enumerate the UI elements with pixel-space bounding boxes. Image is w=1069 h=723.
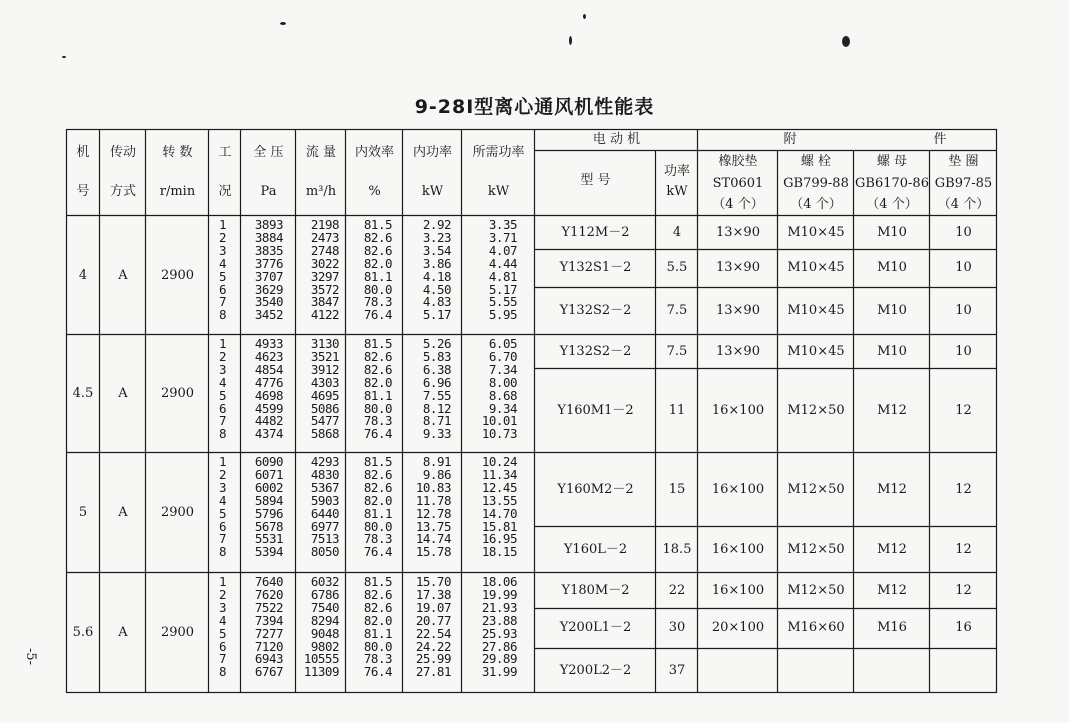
nut-spec: M16 xyxy=(877,620,907,635)
gasket-spec xyxy=(698,648,778,693)
internal-power-list: 15.70 17.38 19.07 20.77 22.54 24.22 25.99 27.81 xyxy=(415,574,451,680)
gasket-spec: 16×100 xyxy=(711,582,765,598)
gasket-spec: 20×100 xyxy=(711,620,765,635)
rotation-speed: 2900 xyxy=(160,505,195,520)
bolt-spec: M10×45 xyxy=(787,303,845,318)
header-drive-2: 方式 xyxy=(109,184,136,199)
washer-spec: 10 xyxy=(955,224,972,240)
nut-spec: M12 xyxy=(877,541,907,557)
motor-power: 37 xyxy=(668,662,686,678)
pressure-list: 4933 4623 4854 4776 4698 4599 4482 4374 xyxy=(254,336,283,442)
gasket-spec: 13×90 xyxy=(716,303,760,318)
bolt-spec xyxy=(778,648,854,693)
header-required-power-1: 所需功率 xyxy=(472,145,525,160)
washer-spec: 12 xyxy=(955,541,972,557)
pressure-list: 6090 6071 6002 5894 5796 5678 5531 5394 xyxy=(254,454,283,560)
header-bolt-3: （4 个） xyxy=(790,197,842,212)
header-jihao-2: 号 xyxy=(76,184,90,199)
fan-number: 4.5 xyxy=(72,386,94,401)
motor-power: 7.5 xyxy=(666,343,688,359)
header-nut-3: （4 个） xyxy=(866,197,918,212)
header-motor-power-2: kW xyxy=(666,184,688,199)
header-flow-2: m³/h xyxy=(305,184,337,199)
nut-spec xyxy=(854,648,930,693)
bolt-spec: M10×45 xyxy=(787,224,845,240)
motor-power: 22 xyxy=(668,582,686,598)
gasket-spec: 13×90 xyxy=(716,343,760,359)
header-nut-1: 螺 母 xyxy=(876,154,908,169)
motor-power: 18.5 xyxy=(662,541,692,557)
header-fittings-group-1: 附 xyxy=(783,132,797,147)
header-condition-1: 工 xyxy=(218,145,232,160)
rotation-speed: 2900 xyxy=(160,625,195,640)
motor-power: 15 xyxy=(668,481,686,497)
fan-number: 5.6 xyxy=(72,625,94,640)
flow-list: 2198 2473 2748 3022 3297 3572 3847 4122 xyxy=(310,217,339,323)
fan-number: 5 xyxy=(78,505,88,520)
motor-model: Y200L1－2 xyxy=(559,620,632,635)
required-power-list: 3.35 3.71 4.07 4.44 4.81 5.17 5.55 5.95 xyxy=(488,217,517,323)
flow-list: 4293 4830 5367 5903 6440 6977 7513 8050 xyxy=(310,454,339,560)
nut-spec: M12 xyxy=(877,481,907,497)
header-required-power-2: kW xyxy=(487,184,510,199)
header-fittings-group-2: 件 xyxy=(933,132,947,147)
bolt-spec: M12×50 xyxy=(787,582,845,598)
drive-type: A xyxy=(118,267,128,283)
gasket-spec: 16×100 xyxy=(711,402,765,418)
motor-model: Y132S2－2 xyxy=(559,303,632,318)
motor-model: Y160M1－2 xyxy=(557,402,634,418)
header-washer-1: 垫 圈 xyxy=(948,154,979,169)
nut-spec: M10 xyxy=(877,260,907,275)
nut-spec: M12 xyxy=(877,582,907,598)
motor-model: Y112M－2 xyxy=(561,224,630,240)
condition-list: 1 2 3 4 5 6 7 8 xyxy=(219,454,227,560)
header-condition-2: 况 xyxy=(218,184,232,199)
efficiency-list: 81.5 82.6 82.6 82.0 81.1 80.0 78.3 76.4 xyxy=(363,217,392,323)
pressure-list: 7640 7620 7522 7394 7277 7120 6943 6767 xyxy=(254,574,283,680)
washer-spec: 12 xyxy=(955,402,972,418)
motor-model: Y160M2－2 xyxy=(557,481,634,497)
condition-list: 1 2 3 4 5 6 7 8 xyxy=(219,217,227,323)
header-efficiency-1: 内效率 xyxy=(354,145,394,160)
efficiency-list: 81.5 82.6 82.6 82.0 81.1 80.0 78.3 76.4 xyxy=(363,574,392,680)
flow-list: 3130 3521 3912 4303 4695 5086 5477 5868 xyxy=(310,336,339,442)
motor-model: Y180M－2 xyxy=(561,582,630,598)
nut-spec: M10 xyxy=(877,224,907,240)
gasket-spec: 16×100 xyxy=(711,541,765,557)
bolt-spec: M12×50 xyxy=(787,481,845,497)
header-motor-model: 型 号 xyxy=(580,173,611,188)
gasket-spec: 13×90 xyxy=(716,224,760,240)
pressure-list: 3893 3884 3835 3776 3707 3629 3540 3452 xyxy=(254,217,283,323)
required-power-list: 10.24 11.34 12.45 13.55 14.70 15.81 16.95 18.15 xyxy=(481,454,517,560)
drive-type: A xyxy=(118,505,128,520)
required-power-list: 6.05 6.70 7.34 8.00 8.68 9.34 10.01 10.73 xyxy=(481,336,517,442)
page-number: -5- xyxy=(23,648,38,666)
gasket-spec: 16×100 xyxy=(711,481,765,497)
header-internal-power-2: kW xyxy=(421,184,444,199)
header-pressure-1: 全 压 xyxy=(253,145,284,160)
header-jihao-1: 机 xyxy=(76,145,90,160)
header-rpm-1: 转 数 xyxy=(162,145,193,160)
washer-spec: 10 xyxy=(955,343,972,359)
fan-number: 4 xyxy=(78,267,88,283)
bolt-spec: M16×60 xyxy=(787,620,845,635)
bolt-spec: M12×50 xyxy=(787,402,845,418)
motor-model: Y160L－2 xyxy=(563,541,628,557)
drive-type: A xyxy=(118,625,128,640)
header-gasket-1: 橡胶垫 xyxy=(718,154,758,169)
motor-model: Y200L2－2 xyxy=(559,662,632,678)
rotation-speed: 2900 xyxy=(160,267,195,283)
flow-list: 6032 6786 7540 8294 9048 9802 10555 11309 xyxy=(303,574,339,680)
header-pressure-2: Pa xyxy=(260,184,277,199)
rotation-speed: 2900 xyxy=(160,386,195,401)
nut-spec: M10 xyxy=(877,343,907,359)
header-gasket-3: （4 个） xyxy=(712,197,764,212)
washer-spec: 10 xyxy=(955,303,972,318)
washer-spec: 10 xyxy=(955,260,972,275)
bolt-spec: M10×45 xyxy=(787,260,845,275)
required-power-list: 18.06 19.99 21.93 23.88 25.93 27.86 29.89 31.99 xyxy=(481,574,517,680)
header-bolt-1: 螺 栓 xyxy=(800,154,832,169)
condition-list: 1 2 3 4 5 6 7 8 xyxy=(219,574,227,680)
motor-power: 30 xyxy=(668,620,686,635)
condition-list: 1 2 3 4 5 6 7 8 xyxy=(219,336,227,442)
page-title: 9-28Ⅰ型离心通风机性能表 xyxy=(414,96,655,118)
header-motor-power-1: 功率 xyxy=(663,164,690,179)
gasket-spec: 13×90 xyxy=(716,260,760,275)
washer-spec: 12 xyxy=(955,582,972,598)
nut-spec: M10 xyxy=(877,303,907,318)
washer-spec xyxy=(930,648,997,693)
motor-model: Y132S1－2 xyxy=(559,260,632,275)
motor-power: 4 xyxy=(672,224,682,240)
efficiency-list: 81.5 82.6 82.6 82.0 81.1 80.0 78.3 76.4 xyxy=(363,454,392,560)
header-washer-2: GB97-85 xyxy=(934,176,993,191)
washer-spec: 16 xyxy=(955,620,972,635)
motor-power: 11 xyxy=(668,402,686,418)
washer-spec: 12 xyxy=(955,481,972,497)
header-rpm-2: r/min xyxy=(159,184,196,199)
internal-power-list: 2.92 3.23 3.54 3.86 4.18 4.50 4.83 5.17 xyxy=(422,217,451,323)
header-drive-1: 传动 xyxy=(109,145,136,160)
bolt-spec: M12×50 xyxy=(787,541,845,557)
header-motor-group: 电 动 机 xyxy=(592,132,641,147)
header-washer-3: （4 个） xyxy=(937,197,990,212)
header-internal-power-1: 内功率 xyxy=(412,145,452,160)
motor-model: Y132S2－2 xyxy=(559,343,632,359)
header-nut-2: GB6170-86 xyxy=(855,176,929,191)
header-efficiency-2: % xyxy=(368,184,381,199)
internal-power-list: 5.26 5.83 6.38 6.96 7.55 8.12 8.71 9.33 xyxy=(422,336,451,442)
efficiency-list: 81.5 82.6 82.6 82.0 81.1 80.0 78.3 76.4 xyxy=(363,336,392,442)
header-bolt-2: GB799-88 xyxy=(783,176,849,191)
motor-power: 7.5 xyxy=(666,303,688,318)
internal-power-list: 8.91 9.86 10.83 11.78 12.78 13.75 14.74 15.78 xyxy=(415,454,451,560)
nut-spec: M12 xyxy=(877,402,907,418)
header-gasket-2: ST0601 xyxy=(712,176,764,191)
motor-power: 5.5 xyxy=(666,260,688,275)
header-flow-1: 流 量 xyxy=(305,145,337,160)
drive-type: A xyxy=(118,386,128,401)
bolt-spec: M10×45 xyxy=(787,343,845,359)
